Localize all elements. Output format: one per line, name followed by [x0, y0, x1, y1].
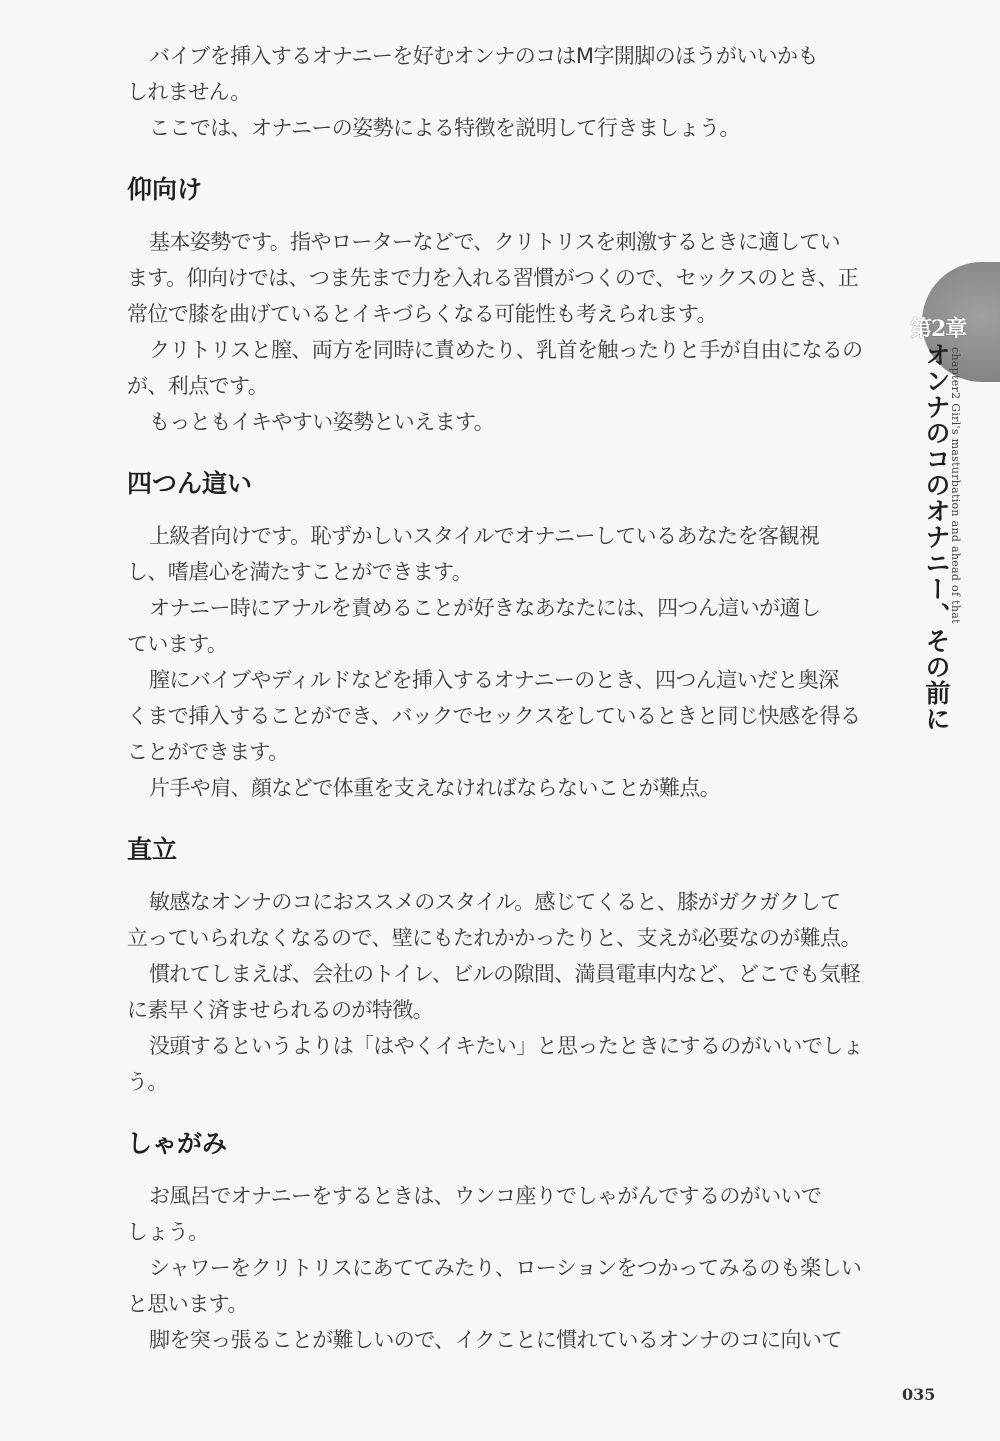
section-heading: 仰向け	[127, 175, 203, 204]
paragraph-line: 立っていられなくなるので、壁にもたれかかったりと、支えが必要なのが難点。	[127, 926, 861, 950]
paragraph-line: ます。仰向けでは、つま先まで力を入れる習慣がつくので、セックスのとき、正	[127, 266, 859, 290]
paragraph-line: バイブを挿入するオナニーを好むオンナのコはM字開脚のほうがいいかも	[149, 44, 818, 68]
paragraph-line: ています。	[127, 632, 228, 656]
paragraph-line: オナニー時にアナルを責めることが好きなあなたには、四つん這いが適し	[149, 596, 821, 620]
chapter-title: オンナのコのオナニー、その前に	[922, 342, 951, 732]
section-heading: 四つん這い	[127, 469, 253, 498]
chapter-label: 第2章	[910, 316, 967, 342]
paragraph-line: う。	[127, 1070, 168, 1094]
chapter-subtitle: chapter2 Girl's masturbation and ahead of that	[949, 347, 962, 624]
page-number: 035	[902, 1385, 936, 1404]
paragraph-line: 常位で膝を曲げているとイキづらくなる可能性も考えられます。	[127, 302, 717, 326]
paragraph-line: もっともイキやすい姿勢といえます。	[149, 410, 495, 434]
paragraph-line: と思います。	[127, 1292, 248, 1316]
chapter-tab	[908, 262, 1000, 732]
paragraph-line: しょう。	[127, 1220, 209, 1244]
paragraph-line: しれません。	[127, 80, 251, 104]
paragraph-line: 慣れてしまえば、会社のトイレ、ビルの隙間、満員電車内など、どこでも気軽	[149, 962, 861, 986]
section-heading: 直立	[127, 835, 178, 864]
paragraph-line: 基本姿勢です。指やローターなどで、クリトリスを刺激するときに適してい	[149, 230, 841, 254]
paragraph-line: 膣にバイブやディルドなどを挿入するオナニーのとき、四つん這いだと奥深	[149, 668, 839, 692]
paragraph-line: 敏感なオンナのコにおススメのスタイル。感じてくると、膝がガクガクして	[149, 890, 841, 914]
paragraph-line: シャワーをクリトリスにあててみたり、ローションをつかってみるのも楽しい	[149, 1256, 862, 1280]
paragraph-line: ここでは、オナニーの姿勢による特徴を説明して行きましょう。	[149, 116, 740, 140]
paragraph-line: 没頭するというよりは「はやくイキたい」と思ったときにするのがいいでしょ	[149, 1034, 863, 1058]
paragraph-line: し、嗜虐心を満たすことができます。	[127, 560, 473, 584]
section-heading: しゃがみ	[127, 1129, 228, 1158]
paragraph-line: ことができます。	[127, 740, 289, 764]
paragraph-line: 脚を突っ張ることが難しいので、イクことに慣れているオンナのコに向いて	[149, 1328, 842, 1352]
paragraph-line: くまで挿入することができ、バックでセックスをしているときと同じ快感を得る	[127, 704, 861, 728]
paragraph-line: 片手や肩、顔などで体重を支えなければならないことが難点。	[149, 776, 721, 800]
paragraph-line: が、利点です。	[127, 374, 269, 398]
paragraph-line: 上級者向けです。恥ずかしいスタイルでオナニーしているあなたを客観視	[149, 524, 820, 548]
body-text	[127, 38, 863, 1358]
paragraph-line: に素早く済ませられるのが特徴。	[127, 998, 433, 1022]
paragraph-line: お風呂でオナニーをするときは、ウンコ座りでしゃがんでするのがいいで	[149, 1184, 822, 1208]
paragraph-line: クリトリスと膣、両方を同時に責めたり、乳首を触ったりと手が自由になるの	[149, 338, 863, 362]
